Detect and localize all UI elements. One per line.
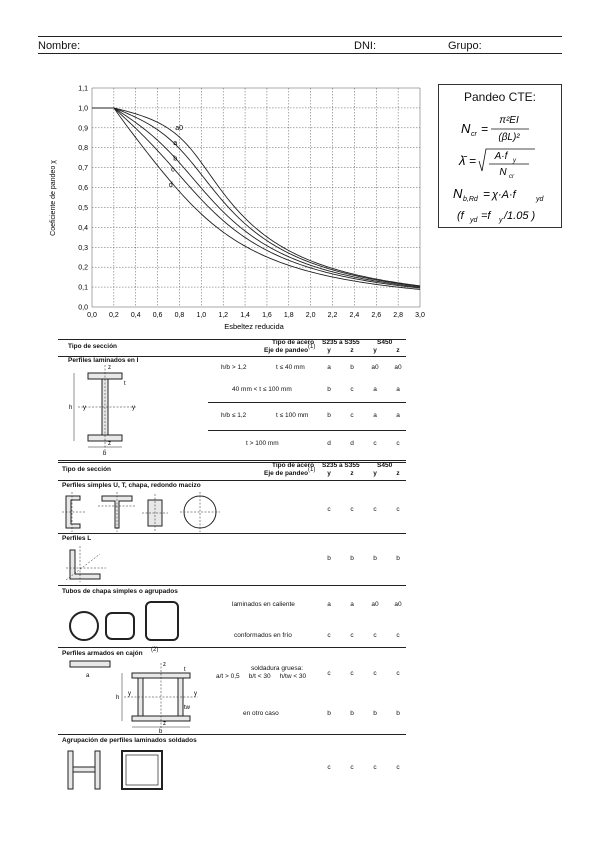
t1-h-steel: Tipo de acero: [272, 339, 315, 346]
t1-fig-b: b: [103, 451, 107, 457]
g4-fig-y-right: y: [194, 691, 197, 697]
g4-fig-tw: tw: [184, 705, 190, 711]
ncr-lhs: N: [461, 121, 471, 136]
g4-fig-b: b: [159, 729, 163, 735]
t1-row-value: a0: [394, 364, 402, 371]
formula-equations: [439, 105, 561, 225]
t2-h-steel: Tipo de acero: [272, 462, 315, 469]
name-label: Nombre:: [38, 40, 81, 52]
t1-row-thickness: t ≤ 100 mm: [276, 412, 309, 419]
fyd-rhs: =f: [481, 210, 491, 222]
t1-fig-y-left: y: [83, 405, 86, 411]
dni-label: DNI:: [354, 40, 376, 52]
fyd-lhs: (f: [457, 210, 464, 222]
t1-group-title: Perfiles laminados en I: [68, 357, 139, 364]
header-top-line: [38, 36, 562, 37]
t1-fig-t: t: [124, 381, 126, 387]
t1-row-value: c: [396, 440, 400, 447]
t2-g3-r2-label: conformados en frío: [234, 632, 292, 639]
lambda-den: N: [499, 167, 507, 178]
t1-row-thickness: 40 mm < t ≤ 100 mm: [232, 386, 292, 393]
t2-g1-value: c: [396, 506, 400, 513]
t1-row-value: a: [373, 386, 377, 393]
t1-row-value: a: [396, 386, 400, 393]
x-tick-label: 0,4: [130, 312, 141, 319]
t1-row-value: b: [327, 412, 331, 419]
g4-fig-a: a: [86, 673, 90, 679]
t2-g4-r1-cond: a/t > 0,5 b/t < 30 h/tw < 30: [216, 673, 307, 680]
x-tick-label: 2,2: [327, 312, 338, 319]
nb-lhs: N: [453, 186, 463, 201]
svg-text:=: =: [481, 122, 489, 136]
g4-fig-t: t: [184, 667, 186, 673]
x-tick-label: 1,8: [283, 312, 294, 319]
t1-row-ratio: h/b ≤ 1,2: [221, 412, 247, 419]
svg-text:=: =: [483, 187, 491, 201]
t2-g5-value: c: [373, 764, 377, 771]
x-tick-label: 0,0: [87, 312, 97, 319]
header-bottom-line: [38, 53, 562, 54]
t2-g3-r1-value: a: [350, 601, 354, 608]
y-tick-label: 0,2: [78, 264, 88, 272]
t2-h-axis-note: (1): [308, 467, 316, 473]
t2-g1-value: c: [373, 506, 377, 513]
chart-curves: [92, 108, 420, 290]
t2-g2-value: b: [373, 555, 377, 562]
curve-a: [92, 108, 420, 286]
ncr-num: π²EI: [499, 115, 519, 126]
x-tick-label: 0,2: [108, 312, 119, 319]
x-tick-label: 1,2: [218, 312, 229, 319]
x-tick-label: 2,4: [349, 312, 360, 319]
t1-fig-h: h: [69, 405, 73, 411]
t2-h-y2: y: [373, 470, 377, 477]
x-tick-label: 1,0: [196, 312, 207, 319]
t2-g4-r1-label: soldadura gruesa:: [251, 665, 304, 672]
t1-h-s450: S450: [377, 339, 393, 346]
x-tick-label: 0,8: [174, 312, 185, 319]
t1-row-thickness: t > 100 mm: [246, 440, 279, 447]
lambda-lhs: λ̄: [459, 153, 466, 168]
g4-fig-z-top: z: [163, 662, 166, 668]
t2-g2-value: b: [327, 555, 331, 562]
t1-row-ratio: h/b > 1,2: [221, 364, 247, 371]
t2-g4-r2-value: b: [327, 710, 331, 717]
ncr-sub: cr: [471, 131, 477, 138]
formula-title: Pandeo CTE:: [463, 90, 537, 104]
t2-h-z: z: [350, 470, 354, 477]
welded-group-figure-icon: [64, 747, 174, 793]
t1-fig-z-bottom: z: [108, 441, 111, 447]
t1-row-value: a: [373, 412, 377, 419]
g4-fig-z-bottom: z: [163, 721, 166, 727]
y-tick-label: 0,7: [78, 165, 88, 173]
formula-box: [438, 84, 562, 228]
y-tick-label: 0,4: [78, 224, 88, 232]
t1-h-z: z: [350, 347, 354, 354]
t2-h-section: Tipo de sección: [62, 466, 112, 473]
t1-row-value: a: [327, 364, 331, 371]
t2-h-s450: S450: [377, 462, 393, 469]
chart-ylabel: Coeficiente de pandeo χ: [50, 160, 57, 236]
t2-g5-value: c: [396, 764, 400, 771]
t1-row-thickness: t ≤ 40 mm: [276, 364, 305, 371]
t2-g2-value: b: [396, 555, 400, 562]
t2-g2-title: Perfiles L: [62, 535, 92, 542]
ncr-den: (βL)²: [498, 132, 520, 143]
t2-g3-r2-value: c: [373, 632, 377, 639]
t2-g4-r1-value: c: [350, 670, 354, 677]
t2-g3-title: Tubos de chapa simples o agrupados: [62, 588, 178, 595]
t2-h-s235: S235 a S355: [322, 462, 360, 469]
curve-b: [92, 108, 420, 287]
group-label: Grupo:: [448, 40, 482, 52]
t2-g1-title: Perfiles simples U, T, chapa, redondo macizo: [62, 482, 201, 489]
y-tick-label: 0,0: [78, 304, 88, 312]
t1-row-value: a0: [371, 364, 379, 371]
t2-g4-r1-value: c: [327, 670, 331, 677]
svg-text:=: =: [469, 154, 477, 168]
t2-g3-r1-value: a0: [371, 601, 379, 608]
curve-a0: [92, 108, 420, 286]
nb-rhs-sub: yd: [536, 196, 544, 203]
g4-fig-y-left: y: [128, 691, 131, 697]
t2-g3-r2-value: c: [396, 632, 400, 639]
t2-g4-r2-value: b: [350, 710, 354, 717]
y-tick-label: 0,8: [78, 145, 88, 153]
t1-h-y2: y: [373, 347, 377, 354]
t1-row-value: b: [350, 364, 354, 371]
y-tick-label: 0,3: [78, 244, 88, 252]
t1-h-y: y: [327, 347, 331, 354]
lambda-num: A·f: [494, 151, 508, 162]
y-tick-label: 0,5: [78, 204, 88, 212]
t1-h-axis: Eje de pandeo: [264, 347, 309, 354]
x-tick-label: 0,6: [152, 312, 163, 319]
t2-g4-r2-label: en otro caso: [243, 710, 279, 717]
t2-g5-value: c: [350, 764, 354, 771]
t2-g3-r1-value: a0: [394, 601, 402, 608]
fyd-tail: /1.05 ): [504, 210, 536, 222]
lambda-den-sub: cr: [509, 174, 514, 180]
t2-g4-r2-value: b: [373, 710, 377, 717]
y-tick-label: 1,1: [78, 85, 88, 93]
u-t-plate-round-figure-icon: [62, 492, 222, 532]
t2-g4-r1-value: c: [373, 670, 377, 677]
t2-g4-r1-value: c: [396, 670, 400, 677]
t1-row-value: b: [327, 386, 331, 393]
t2-g5-value: c: [327, 764, 331, 771]
fyd-rhs-sub: y: [499, 217, 503, 224]
fyd-sub: yd: [470, 217, 478, 224]
curve-label-d: d: [168, 182, 173, 190]
chart-grid: [92, 88, 420, 307]
t1-row-value: c: [350, 412, 354, 419]
chart-xlabel: Esbeltez reducida: [224, 322, 284, 331]
curve-label-a: a: [173, 139, 178, 147]
y-tick-label: 1,0: [78, 105, 88, 113]
y-tick-label: 0,9: [78, 125, 88, 133]
box-section-figure-icon: [66, 657, 206, 735]
l-section-figure-icon: [64, 546, 114, 582]
t1-fig-z-top: z: [108, 365, 111, 371]
t1-h-section: Tipo de sección: [68, 343, 118, 350]
i-section-figure-icon: [68, 363, 148, 457]
x-tick-label: 1,4: [240, 312, 250, 319]
t2-g5-title: Agrupación de perfiles laminados soldados: [62, 737, 197, 744]
nb-rhs: χ·A·f: [492, 189, 516, 201]
t2-g4-r2-value: b: [396, 710, 400, 717]
lambda-num-sub: y: [513, 158, 516, 164]
x-tick-label: 2,6: [371, 312, 382, 319]
t2-h-y: y: [327, 470, 331, 477]
g4-fig-h: h: [116, 695, 120, 701]
t1-row-value: a: [396, 412, 400, 419]
curve-d: [92, 108, 420, 290]
tube-sections-figure-icon: [66, 598, 186, 646]
y-tick-label: 0,6: [78, 185, 88, 193]
t2-g1-value: c: [350, 506, 354, 513]
t2-g3-r1-value: a: [327, 601, 331, 608]
t2-g2-value: b: [350, 555, 354, 562]
t2-g3-r2-value: c: [327, 632, 331, 639]
t1-h-axis-note: (1): [308, 344, 316, 350]
curve-label-b: b: [173, 155, 178, 163]
buckling-curve-chart: [40, 78, 430, 336]
t2-g3-r2-value: c: [350, 632, 354, 639]
t2-h-z2: z: [396, 470, 400, 477]
x-tick-label: 2,0: [305, 312, 316, 319]
curve-label-c: c: [171, 166, 175, 174]
t2-g4-title-note: (2): [151, 647, 159, 653]
curve-c: [92, 108, 420, 288]
y-tick-label: 0,1: [78, 284, 88, 292]
x-tick-label: 3,0: [415, 312, 425, 319]
nb-sub: b,Rd: [463, 196, 478, 203]
t1-row-value: c: [350, 386, 354, 393]
t2-h-axis: Eje de pandeo: [264, 470, 309, 477]
t1-fig-y-right: y: [132, 405, 135, 411]
t2-g1-value: c: [327, 506, 331, 513]
t1-row-value: d: [350, 440, 354, 447]
t1-h-s235: S235 a S355: [322, 339, 360, 346]
x-tick-label: 2,8: [393, 312, 404, 319]
t1-row-value: c: [373, 440, 377, 447]
t1-row-value: d: [327, 440, 331, 447]
t2-g4-title: Perfiles armados en cajón: [62, 650, 143, 657]
curve-label-a0: a0: [175, 125, 184, 133]
t2-g3-r1-label: laminados en caliente: [232, 601, 295, 608]
x-tick-label: 1,6: [262, 312, 272, 319]
t1-h-z2: z: [396, 347, 400, 354]
